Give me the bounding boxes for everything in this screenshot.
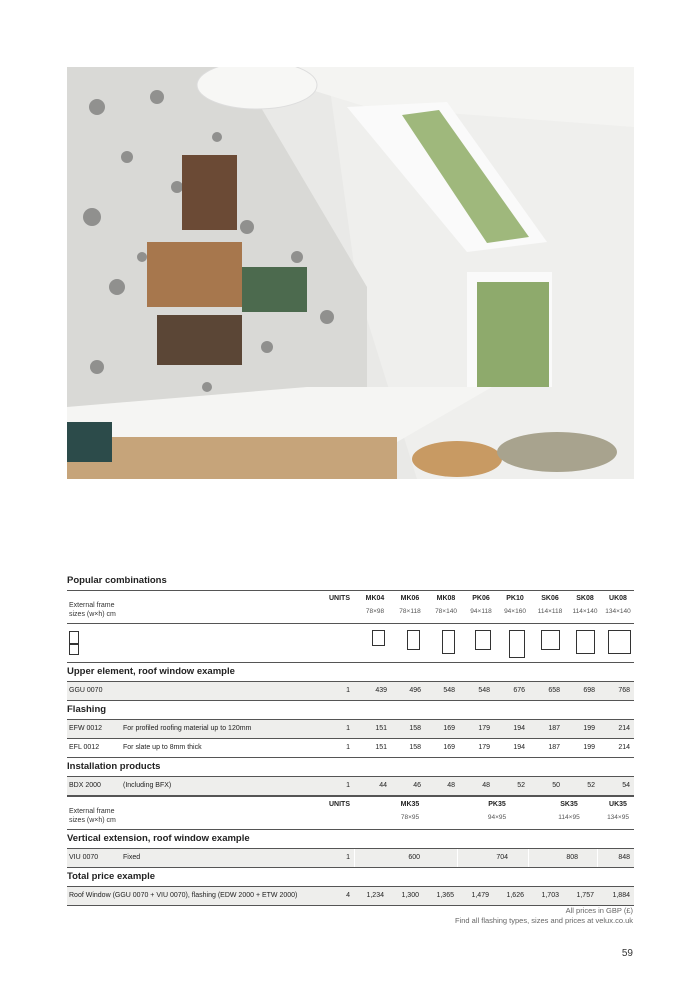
column-header: SK08 114×140 (572, 595, 598, 615)
column-header: MK06 78×118 (399, 595, 421, 615)
price-cell: 548 (443, 687, 455, 694)
column-separator (597, 849, 598, 867)
price-cell: 496 (409, 687, 421, 694)
window-size-icon (372, 630, 385, 646)
units-value: 1 (346, 687, 350, 694)
price-cell: 48 (447, 782, 455, 789)
price-cell: 46 (413, 782, 421, 789)
price-cell: 187 (548, 725, 560, 732)
window-size-icon (608, 630, 631, 654)
price-cell: 187 (548, 744, 560, 751)
price-cell: 50 (552, 782, 560, 789)
price-cell: 179 (478, 725, 490, 732)
units-value: 1 (346, 725, 350, 732)
frame-size-label: External frame sizes (w×h) cm (69, 602, 116, 618)
price-cell: 1,757 (576, 892, 594, 899)
frame-size-label: External frame sizes (w×h) cm (69, 808, 116, 824)
column-header: MK08 78×140 (435, 595, 457, 615)
column-header: SK06 114×118 (537, 595, 563, 615)
column-header: PK06 94×118 (470, 595, 492, 615)
currency-note: All prices in GBP (£) (565, 906, 633, 915)
price-cell: 54 (622, 782, 630, 789)
product-description: Fixed (123, 854, 141, 861)
window-divider-icon (69, 643, 79, 645)
column-header: PK10 94×160 (504, 595, 526, 615)
column-separator (354, 849, 355, 867)
product-code: Roof Window (GGU 0070 + VIU 0070), flashing (EDW 2000 + ETW 2000) (69, 892, 298, 899)
price-cell: 768 (618, 687, 630, 694)
table-row (67, 777, 634, 796)
column-header: MK04 78×98 (365, 595, 385, 615)
product-description: (Including BFX) (123, 782, 172, 789)
price-cell: 194 (513, 744, 525, 751)
price-cell: 848 (618, 854, 630, 861)
product-description: For profiled roofing material up to 120mm (123, 725, 252, 732)
price-cell: 214 (618, 744, 630, 751)
section-title-upper-element: Upper element, roof window example (67, 663, 634, 682)
price-cell: 151 (375, 744, 387, 751)
price-cell: 676 (513, 687, 525, 694)
size-header-row (67, 591, 634, 624)
product-code: EFW 0012 (69, 725, 103, 732)
price-cell: 1,626 (506, 892, 524, 899)
price-cell: 199 (583, 744, 595, 751)
table-row (67, 682, 634, 701)
table-row (67, 720, 634, 739)
price-cell: 169 (443, 725, 455, 732)
window-size-icon (576, 630, 595, 654)
price-cell: 1,884 (612, 892, 630, 899)
units-value: 4 (346, 892, 350, 899)
window-size-icon (509, 630, 525, 658)
price-cell: 179 (478, 744, 490, 751)
price-cell: 158 (409, 725, 421, 732)
price-cell: 548 (478, 687, 490, 694)
price-cell: 698 (583, 687, 595, 694)
price-cell: 151 (375, 725, 387, 732)
table-row (67, 849, 634, 868)
window-size-icon (407, 630, 420, 650)
units-value: 1 (346, 744, 350, 751)
price-cell: 169 (443, 744, 455, 751)
column-header: SK35 114×95 (558, 801, 580, 821)
column-header: PK35 94×95 (487, 801, 507, 821)
price-cell: 439 (375, 687, 387, 694)
column-header: UK35 134×95 (607, 801, 629, 821)
window-size-icon (442, 630, 455, 654)
units-header: UNITS (329, 801, 350, 808)
price-cell: 600 (408, 854, 420, 861)
column-header: MK35 78×95 (400, 801, 420, 821)
column-separator (528, 849, 529, 867)
column-header: UK08 134×140 (605, 595, 631, 615)
product-description: For slate up to 8mm thick (123, 744, 202, 751)
price-cell: 48 (482, 782, 490, 789)
price-cell: 194 (513, 725, 525, 732)
price-cell: 52 (517, 782, 525, 789)
units-header: UNITS (329, 595, 350, 602)
product-code: VIU 0070 (69, 854, 99, 861)
price-cell: 52 (587, 782, 595, 789)
product-code: BDX 2000 (69, 782, 101, 789)
attic-room-photo (67, 67, 634, 479)
column-separator (457, 849, 458, 867)
units-value: 1 (346, 854, 350, 861)
price-cell: 44 (379, 782, 387, 789)
section-title-flashing: Flashing (67, 701, 634, 720)
footer-note (455, 906, 633, 926)
price-cell: 1,234 (366, 892, 384, 899)
section-title-vertical-extension: Vertical extension, roof window example (67, 830, 634, 849)
price-cell: 658 (548, 687, 560, 694)
price-cell: 1,479 (471, 892, 489, 899)
product-code: GGU 0070 (69, 687, 103, 694)
price-cell: 704 (496, 854, 508, 861)
window-size-icon (541, 630, 560, 650)
section-title-total-price: Total price example (67, 868, 634, 887)
window-shape-row (67, 624, 634, 663)
table-row (67, 887, 634, 906)
price-cell: 1,300 (401, 892, 419, 899)
website-note: Find all flashing types, sizes and prices at velux.co.uk (454, 916, 633, 925)
page-title: Popular combinations (67, 572, 634, 591)
page-number: 59 (621, 948, 633, 959)
price-cell: 158 (409, 744, 421, 751)
window-size-icon (475, 630, 491, 650)
price-table (67, 572, 634, 906)
units-value: 1 (346, 782, 350, 789)
price-cell: 1,365 (436, 892, 454, 899)
price-cell: 199 (583, 725, 595, 732)
size-header-row-2 (67, 796, 634, 830)
price-cell: 808 (566, 854, 578, 861)
price-cell: 214 (618, 725, 630, 732)
section-title-installation: Installation products (67, 758, 634, 777)
table-row (67, 739, 634, 758)
product-code: EFL 0012 (69, 744, 100, 751)
price-cell: 1,703 (541, 892, 559, 899)
